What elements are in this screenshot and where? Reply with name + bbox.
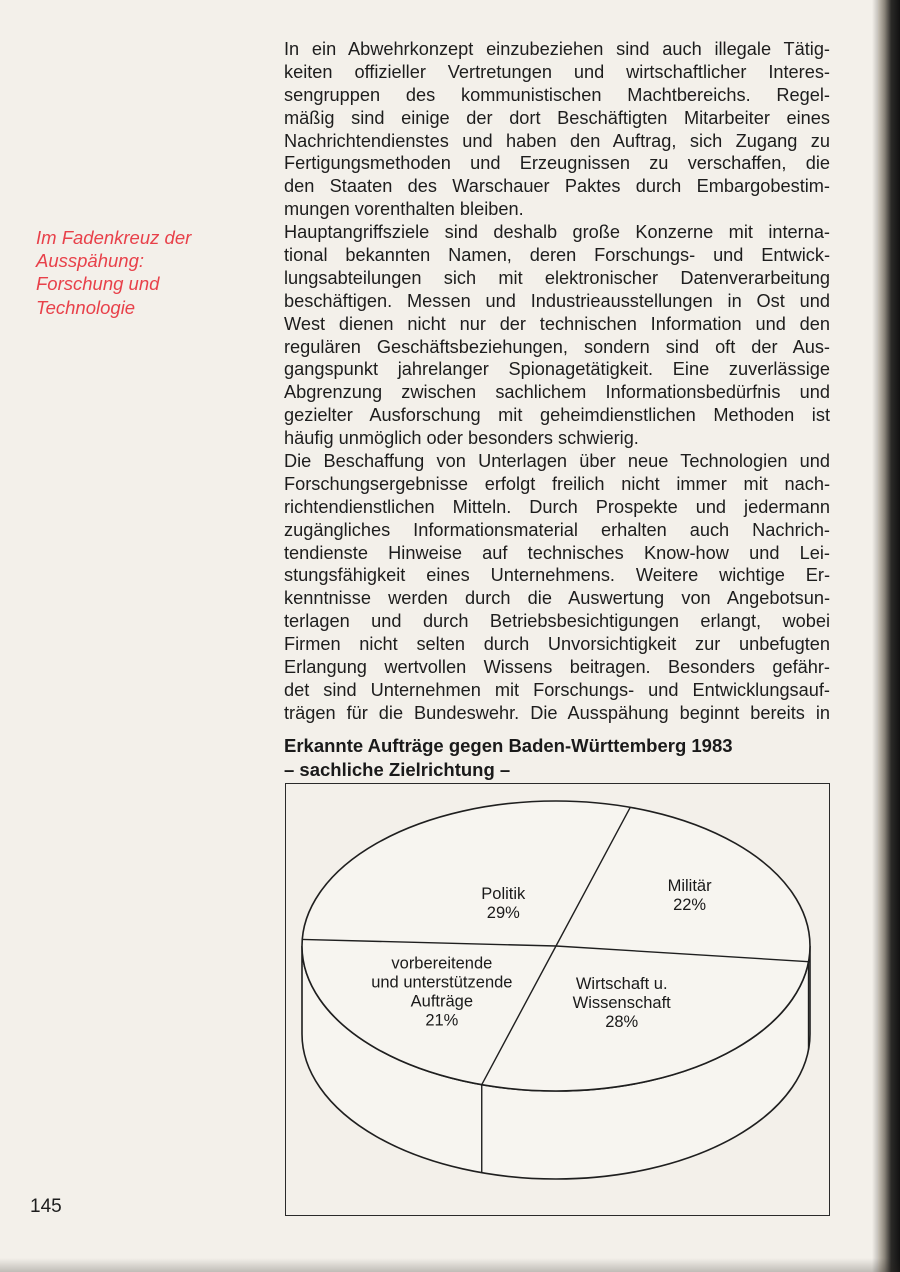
page-bottom-shadow bbox=[0, 1258, 900, 1272]
body-text-line: regulären Geschäftsbeziehungen, sondern sind oft der Aus- bbox=[284, 336, 830, 357]
margin-note-line: Technologie bbox=[36, 296, 136, 318]
page-number: 145 bbox=[30, 1196, 62, 1217]
pie-slice-percent: 21% bbox=[425, 1011, 459, 1030]
body-text-line: trägen für die Bundeswehr. Die Ausspähung beginnt bereits in bbox=[284, 702, 830, 723]
body-text-line: Hauptangriffsziele sind deshalb große Konzerne mit interna- bbox=[284, 222, 830, 243]
page-edge-shadow bbox=[878, 0, 900, 1272]
body-text-line: mäßig sind einige der dort Beschäftigten Mitarbeiter eines bbox=[284, 107, 830, 128]
chart-title bbox=[284, 734, 844, 782]
body-text-line: zugängliches Informationsmaterial erhalten auch Nachrich- bbox=[284, 519, 830, 540]
pie-slice-label-line: vorbereitende bbox=[391, 954, 493, 973]
body-text-line: Erlangung wertvollen Wissens beitragen. Besonders gefähr- bbox=[284, 657, 830, 678]
pie-slice-label-line: Wirtschaft u. bbox=[575, 974, 668, 993]
body-text-line: den Staaten des Warschauer Paktes durch Embargobestim- bbox=[284, 176, 830, 197]
body-text-line: tional bekannten Namen, deren Forschungs- und Entwick- bbox=[284, 245, 830, 266]
margin-note-line: Im Fadenkreuz der bbox=[36, 227, 192, 248]
pie-slice-label-line: Politik bbox=[481, 884, 526, 903]
body-text-line: kenntnisse werden durch die Auswertung von Angebotsun- bbox=[284, 588, 830, 609]
pie-slice-label-line: Militär bbox=[667, 877, 712, 896]
body-text-line: gezielter Ausforschung mit geheimdienstlichen Methoden ist bbox=[284, 405, 830, 426]
pie-chart bbox=[286, 784, 831, 1217]
pie-slice-label-line: und unterstützende bbox=[371, 973, 513, 992]
pie-slice-percent: 29% bbox=[486, 903, 520, 922]
chart-subtitle-line: – sachliche Zielrichtung – bbox=[284, 759, 511, 780]
body-text-line: West dienen nicht nur der technischen Information und den bbox=[284, 313, 830, 334]
margin-note-line: Forschung und bbox=[36, 273, 160, 295]
margin-note bbox=[36, 226, 226, 319]
body-text-line: mungen vorenthalten bleiben. bbox=[284, 199, 524, 220]
body-text-line: richtendienstlichen Mitteln. Durch Prospekte und jedermann bbox=[284, 496, 830, 517]
body-text-line: det sind Unternehmen mit Forschungs- und Entwicklungsauf- bbox=[284, 679, 830, 700]
body-text-line: lungsabteilungen sich mit elektronischer Datenverarbeitung bbox=[284, 267, 830, 288]
body-text-line: gangspunkt jahrelanger Spionagetätigkeit. Eine zuverlässige bbox=[284, 359, 830, 380]
body-text-line: keiten offizieller Vertretungen und wirtschaftlicher Interes- bbox=[284, 61, 830, 82]
body-text-line: beschäftigen. Messen und Industrieausstellungen in Ost und bbox=[284, 290, 830, 311]
body-text-line: sengruppen des kommunistischen Machtbereichs. Regel- bbox=[284, 84, 830, 105]
body-text-line: Die Beschaffung von Unterlagen über neue Technologien und bbox=[284, 451, 830, 472]
pie-slice-percent: 22% bbox=[673, 896, 707, 915]
body-text-line: Abgrenzung zwischen sachlichem Informationsbedürfnis und bbox=[284, 382, 830, 403]
chart-title-line: Erkannte Aufträge gegen Baden-Württemberg 1983 bbox=[284, 735, 733, 756]
pie-slice-label bbox=[481, 885, 526, 922]
pie-slice-percent: 28% bbox=[605, 1012, 639, 1031]
body-text-line: Firmen nicht selten durch Unvorsichtigkeit zur unbefugten bbox=[284, 634, 830, 655]
margin-note-line: Ausspähung: bbox=[36, 250, 145, 272]
pie-slice-label bbox=[668, 877, 713, 914]
body-text-line: stungsfähigkeit eines Unternehmens. Weitere wichtige Er- bbox=[284, 565, 830, 586]
body-text-line: häufig unmöglich oder besonders schwierig. bbox=[284, 428, 639, 449]
body-text-line: Forschungsergebnisse erfolgt freilich nicht immer mit nach- bbox=[284, 473, 830, 494]
body-text-line: tendienste Hinweise auf technisches Know-how und Lei- bbox=[284, 542, 830, 563]
pie-slice-label-line: Wissenschaft bbox=[572, 993, 671, 1012]
body-text-line: terlagen und durch Betriebsbesichtigungen erlangt, wobei bbox=[284, 611, 830, 632]
pie-slice-label-line: Aufträge bbox=[410, 992, 474, 1011]
body-text-line: Nachrichtendienstes und haben den Auftrag, sich Zugang zu bbox=[284, 130, 830, 151]
body-text bbox=[284, 38, 830, 725]
page-gutter-shade bbox=[872, 0, 878, 1272]
body-text-line: Fertigungsmethoden und Erzeugnissen zu verschaffen, die bbox=[284, 153, 830, 174]
body-text-line: In ein Abwehrkonzept einzubeziehen sind auch illegale Tätig- bbox=[284, 39, 830, 59]
pie-chart-frame bbox=[285, 783, 830, 1216]
